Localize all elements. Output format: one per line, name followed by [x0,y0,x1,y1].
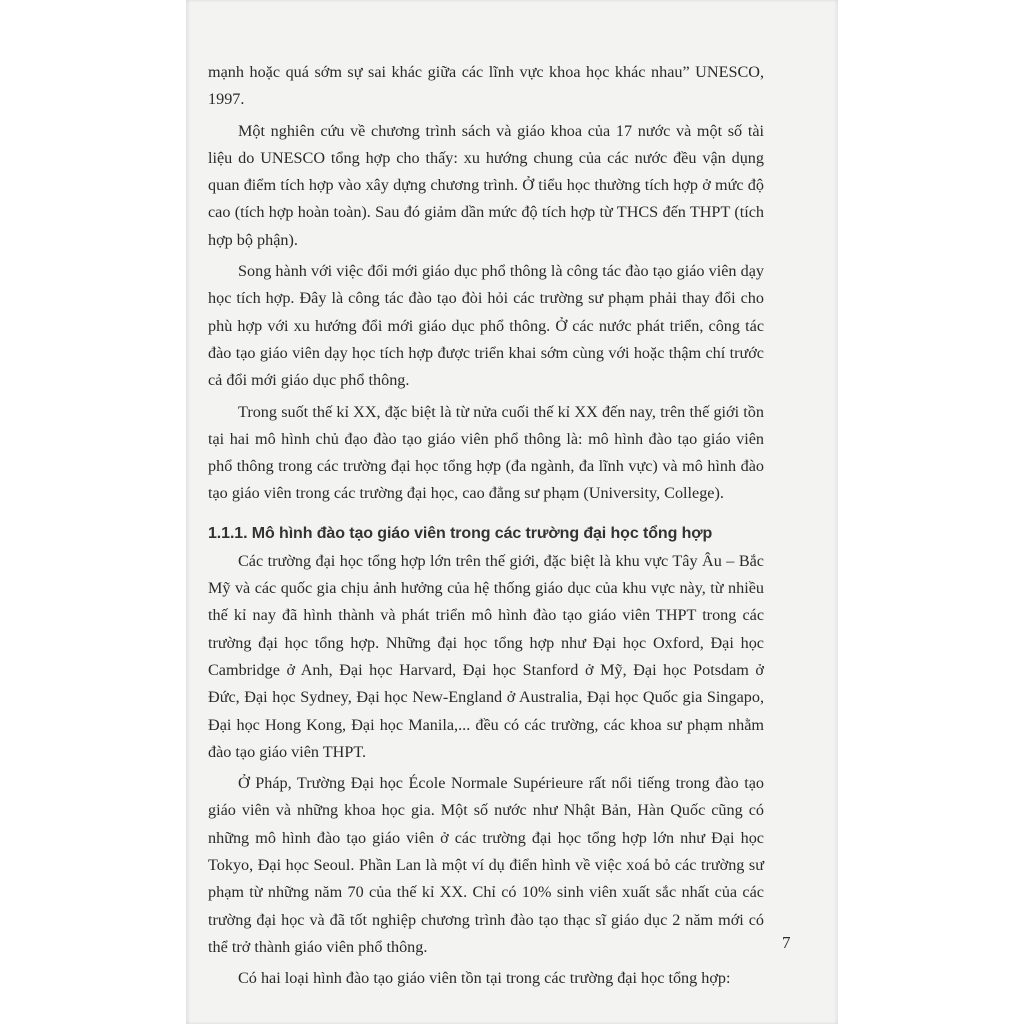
paragraph: Song hành với việc đổi mới giáo dục phổ thông là công tác đào tạo giáo viên dạy học tích hợp. Đây là công tác đào tạo đòi hỏi các trường sư phạm phải thay đổi cho phù hợp với xu hướng đổi mới giáo dục phổ thông. Ở các nước phát triển, công tác đào tạo giáo viên dạy học tích hợp được triển khai sớm cùng với hoặc thậm chí trước cả đổi mới giáo dục phổ thông. [208,262,764,390]
paragraph: Có hai loại hình đào tạo giáo viên tồn tại trong các trường đại học tổng hợp: [238,969,731,988]
paragraph: Một nghiên cứu về chương trình sách và giáo khoa của 17 nước và một số tài liệu do UNESCO tổng hợp cho thấy: xu hướng chung của các nước đều vận dụng quan điểm tích hợp vào xây dựng chương trình. Ở tiểu học thường tích hợp ở mức độ cao (tích hợp hoàn toàn). Sau đó giảm dần mức độ tích hợp từ THCS đến THPT (tích hợp bộ phận). [208,121,764,249]
scan-margin-left [0,0,186,1024]
paragraph-continuation: mạnh hoặc quá sớm sự sai khác giữa các lĩnh vực khoa học khác nhau” UNESCO, 1997. [208,63,764,109]
paragraph: Ở Pháp, Trường Đại học École Normale Supérieure rất nổi tiếng trong đào tạo giáo viên và những khoa học gia. Một số nước như Nhật Bản, Hàn Quốc cũng có những mô hình đào tạo giáo viên ở các trường đại học tổng hợp lớn như Đại học Tokyo, Đại học Seoul. Phần Lan là một ví dụ điển hình về việc xoá bỏ các trường sư phạm từ những năm 70 của thế kỉ XX. Chỉ có 10% sinh viên xuất sắc nhất của các trường đại học và đã tốt nghiệp chương trình đào tạo thạc sĩ giáo dục 2 năm mới có thể trở thành giáo viên phổ thông. [208,774,764,956]
paragraph: Trong suốt thế kỉ XX, đặc biệt là từ nửa cuối thế kỉ XX đến nay, trên thế giới tồn tại hai mô hình chủ đạo đào tạo giáo viên phổ thông là: mô hình đào tạo giáo viên phổ thông trong các trường đại học tổng hợp (đa ngành, đa lĩnh vực) và mô hình đào tạo giáo viên trong các trường đại học, cao đẳng sư phạm (University, College). [208,402,764,503]
page-number: 7 [782,933,791,952]
page-body [208,59,764,997]
section-heading: 1.1.1. Mô hình đào tạo giáo viên trong các trường đại học tổng hợp [208,524,713,542]
scan-margin-right [838,0,1024,1024]
book-page [186,0,838,1024]
paragraph: Các trường đại học tổng hợp lớn trên thế giới, đặc biệt là khu vực Tây Âu – Bắc Mỹ và các quốc gia chịu ảnh hưởng của hệ thống giáo dục của khu vực này, từ nhiều thế kỉ nay đã hình thành và phát triển mô hình đào tạo giáo viên THPT trong các trường đại học tổng hợp. Những đại học tổng hợp như Đại học Oxford, Đại học Cambridge ở Anh, Đại học Harvard, Đại học Stanford ở Mỹ, Đại học Potsdam ở Đức, Đại học Sydney, Đại học New-England ở Australia, Đại học Quốc gia Singapo, Đại học Hong Kong, Đại học Manila,... đều có các trường, các khoa sư phạm nhằm đào tạo giáo viên THPT. [208,551,764,761]
